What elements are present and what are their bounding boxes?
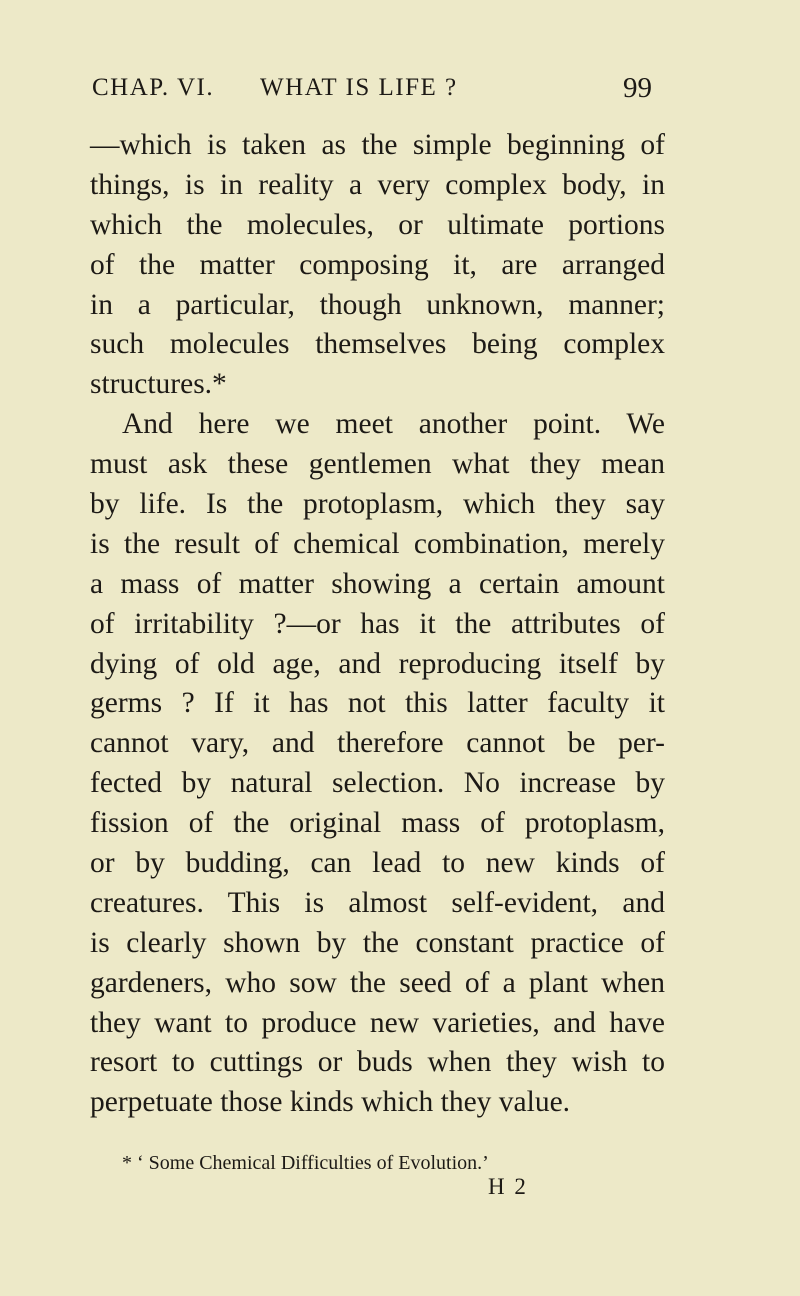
text-line: creatures. This is almost self-evident, and (90, 886, 665, 919)
text-line: of irritability ?—or has it the attributes of (90, 607, 665, 640)
page-number: 99 (623, 72, 652, 104)
text-line: by life. Is the protoplasm, which they say (90, 488, 665, 521)
text-line: structures.* (90, 368, 227, 401)
text-line: fected by natural selection. No increase by (90, 767, 665, 800)
text-line: dying of old age, and reproducing itself by (90, 647, 665, 680)
text-line: resort to cuttings or buds when they wish to (90, 1046, 665, 1079)
text-line: things, is in reality a very complex body, in (90, 168, 665, 201)
text-line: a mass of matter showing a certain amount (90, 567, 665, 600)
text-line: they want to produce new varieties, and have (90, 1006, 665, 1039)
text-line: is clearly shown by the constant practice of (90, 926, 665, 959)
text-line: —which is taken as the simple beginning of (90, 129, 665, 161)
text-line: fission of the original mass of protoplasm, (90, 807, 665, 840)
chapter-label: CHAP. VI. (92, 74, 215, 101)
text-line: which the molecules, or ultimate portions (90, 208, 665, 241)
signature-mark: H 2 (488, 1174, 528, 1199)
text-line: such molecules themselves being complex (90, 328, 665, 361)
text-line: gardeners, who sow the seed of a plant when (90, 966, 665, 999)
text-line: is the result of chemical combination, merely (90, 527, 665, 560)
text-line: germs ? If it has not this latter faculty it (90, 687, 665, 720)
main-text (90, 126, 665, 1123)
text-line: And here we meet another point. We (122, 408, 665, 441)
text-line: or by budding, can lead to new kinds of (90, 847, 665, 880)
running-header (92, 74, 652, 114)
text-line: of the matter composing it, are arranged (90, 248, 665, 281)
text-line: must ask these gentlemen what they mean (90, 448, 665, 481)
footnote: * ‘ Some Chemical Difficulties of Evolution.’ (122, 1152, 489, 1174)
text-line: in a particular, though unknown, manner; (90, 288, 665, 321)
text-line: perpetuate those kinds which they value. (90, 1086, 571, 1119)
running-title: WHAT IS LIFE ? (260, 74, 458, 101)
text-line: cannot vary, and therefore cannot be per- (90, 727, 665, 760)
